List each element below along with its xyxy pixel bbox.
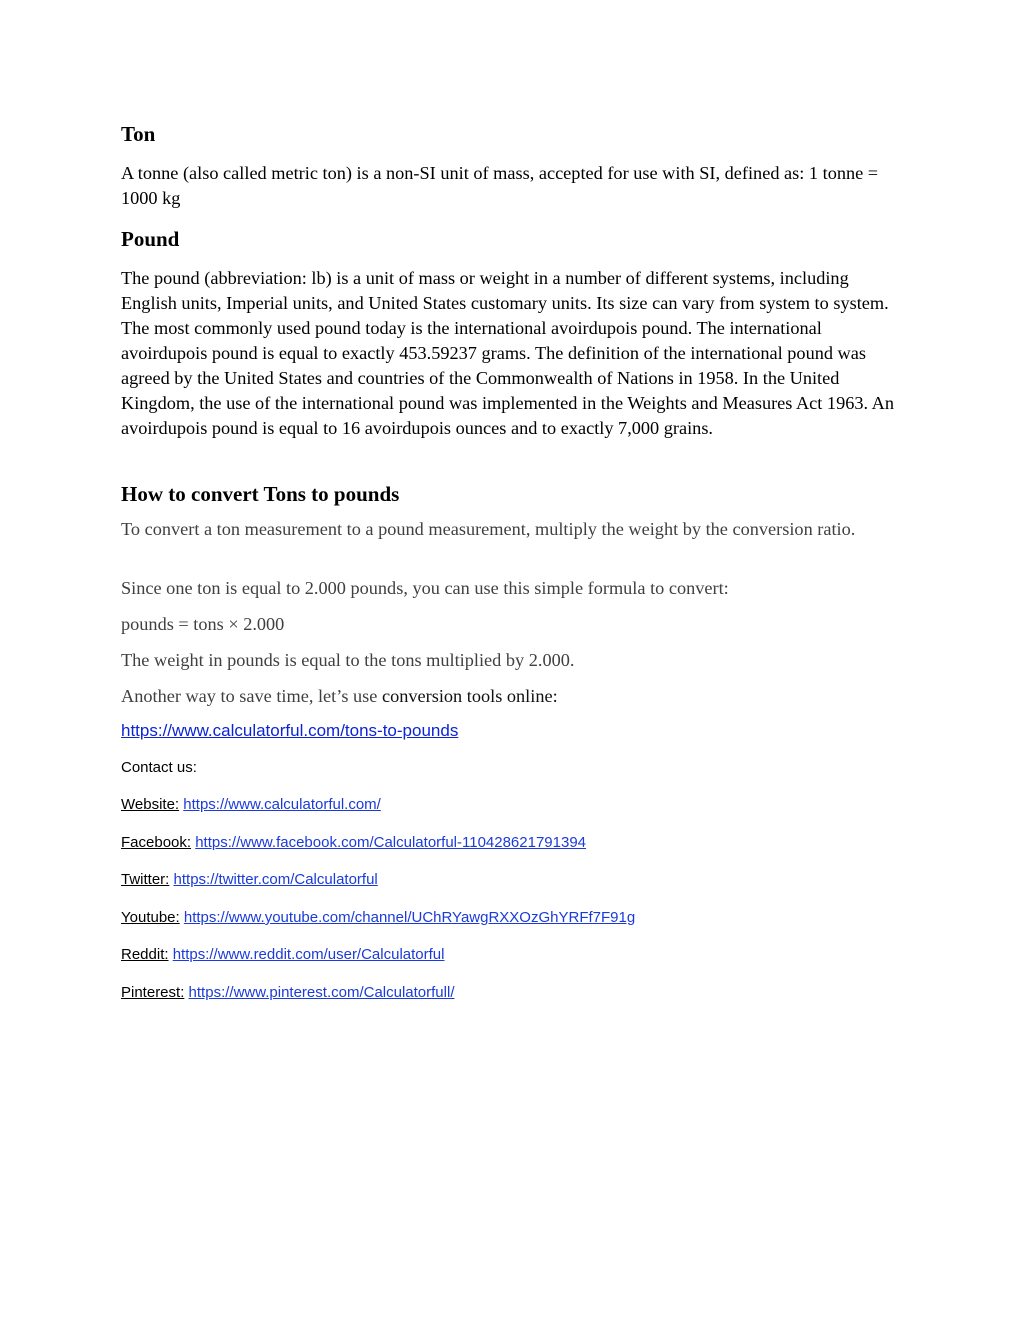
convert-paragraph-4-start: Another way to save time, let’s use [121, 686, 382, 706]
contact-label-pinterest: Pinterest: [121, 984, 185, 1001]
contact-heading: Contact us: [121, 759, 197, 776]
convert-paragraph-4 [121, 684, 906, 708]
tons-to-pounds-link[interactable]: https://www.calculatorful.com/tons-to-pounds [121, 721, 459, 740]
website-link[interactable]: https://www.calculatorful.com/ [183, 796, 381, 813]
conversion-tools-text: conversion tools online: [381, 686, 558, 706]
contact-youtube [121, 908, 635, 928]
contact-label-reddit: Reddit: [121, 946, 169, 963]
contact-reddit [121, 945, 444, 965]
pound-heading: Pound [121, 227, 180, 251]
contact-label-facebook: Facebook: [121, 834, 192, 851]
youtube-link[interactable]: https://www.youtube.com/channel/UChRYawgRXXOzGhYRFf7F91g [183, 909, 636, 926]
facebook-link[interactable]: https://www.facebook.com/Calculatorful-110428621791394 [195, 834, 587, 851]
contact-label-youtube: Youtube: [121, 909, 180, 926]
contact-website [121, 795, 381, 815]
pound-paragraph: The pound (abbreviation: lb) is a unit of mass or weight in a number of different systems, including English units, Imperial units, and United States customary units. Its size can vary from system to system. The most commonly used pound today is the international avoirdupois pound. The international avoirdupois pound is equal to exactly 453.59237 grams. The definition of the international pound was agreed by the United States and countries of the Commonwealth of Nations in 1958. In the United Kingdom, the use of the international pound was implemented in the Weights and Measures Act 1963. An avoirdupois pound is equal to 16 avoirdupois ounces and to exactly 7,000 grains. [121, 268, 894, 438]
contact-label-website: Website: [121, 796, 180, 813]
twitter-link[interactable]: https://twitter.com/Calculatorful [173, 871, 378, 888]
convert-heading: How to convert Tons to pounds [121, 482, 400, 506]
convert-paragraph-1: To convert a ton measurement to a pound measurement, multiply the weight by the conversion ratio. [121, 519, 856, 539]
ton-paragraph: A tonne (also called metric ton) is a non-SI unit of mass, accepted for use with SI, defined as: 1 tonne = 1000 kg [121, 163, 879, 208]
contact-pinterest [121, 983, 454, 1003]
contact-twitter [121, 870, 378, 890]
convert-paragraph-3: The weight in pounds is equal to the tons multiplied by 2.000. [121, 650, 575, 670]
pinterest-link[interactable]: https://www.pinterest.com/Calculatorfull/ [188, 984, 455, 1001]
contact-facebook [121, 833, 586, 853]
conversion-formula: pounds = tons × 2.000 [121, 614, 285, 634]
contact-label-twitter: Twitter: [121, 871, 170, 888]
ton-heading: Ton [121, 122, 156, 146]
reddit-link[interactable]: https://www.reddit.com/user/Calculatorful [172, 946, 445, 963]
convert-paragraph-2: Since one ton is equal to 2.000 pounds, you can use this simple formula to convert: [121, 578, 729, 598]
